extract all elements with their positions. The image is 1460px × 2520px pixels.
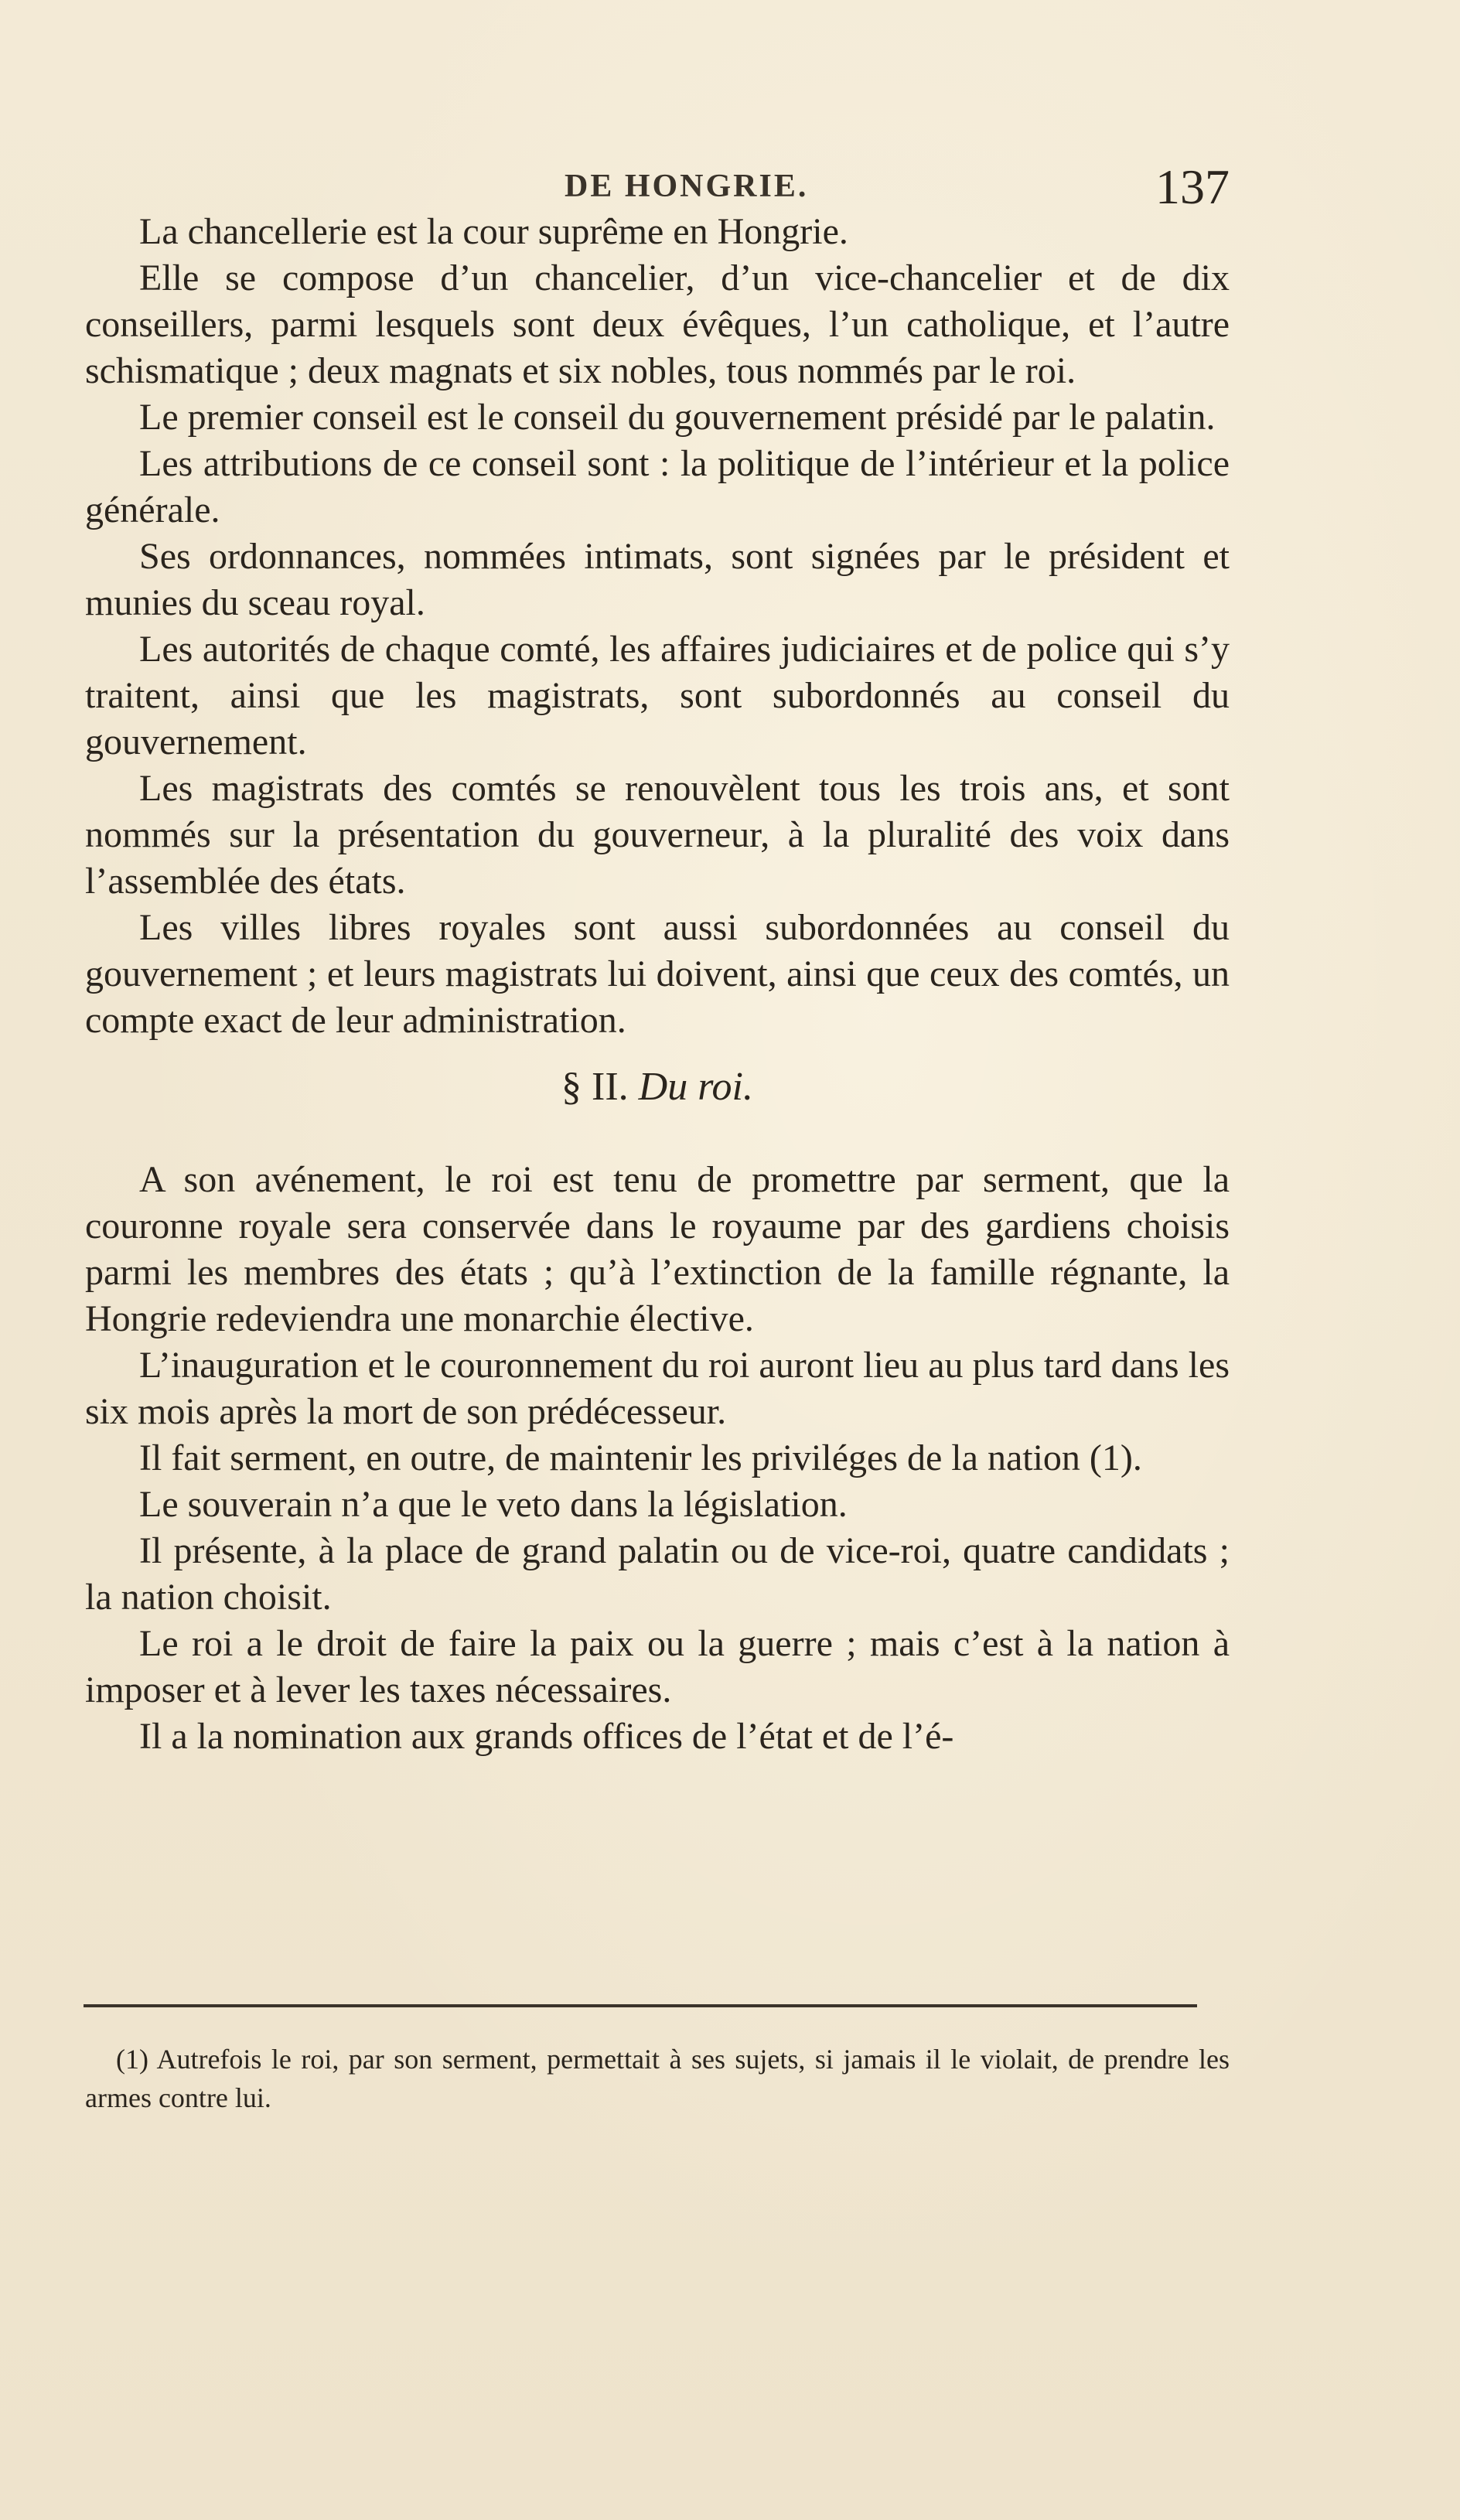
footnote-text: (1) Autrefois le roi, par son serment, permettait à ses sujets, si jamais il le violait, de prendre les armes contre lui. xyxy=(85,2044,1230,2113)
running-head: DE HONGRIE. xyxy=(565,169,809,204)
page-number: 137 xyxy=(1155,159,1230,214)
paragraph: Les villes libres royales sont aussi subordonnées au conseil du gouvernement ; et leurs magistrats lui doivent, ainsi que ceux des comtés, un compte exact de leur administration. xyxy=(85,907,1230,1041)
paragraph: Les attributions de ce conseil sont : la politique de l’intérieur et la police générale. xyxy=(85,443,1230,530)
footnote-rule xyxy=(84,2004,1197,2007)
paragraph: Elle se compose d’un chancelier, d’un vice-chancelier et de dix conseillers, parmi lesquels sont deux évêques, l’un catholique, et l’autre schismatique ; deux magnats et six nobles, tous nommés par le roi. xyxy=(85,257,1230,391)
paragraph: Les autorités de chaque comté, les affaires judiciaires et de police qui s’y traitent, ainsi que les magistrats, sont subordonnés au conseil du gouvernement. xyxy=(85,629,1230,762)
section-title: Du roi. xyxy=(638,1065,753,1109)
body-text xyxy=(85,209,1230,1760)
paragraph: Il a la nomination aux grands offices de l’état et de l’é- xyxy=(139,1716,954,1757)
paragraph: Ses ordonnances, nommées intimats, sont signées par le président et munies du sceau royal. xyxy=(85,536,1230,623)
paragraph: Le premier conseil est le conseil du gouvernement présidé par le palatin. xyxy=(139,397,1216,438)
paragraph: A son avénement, le roi est tenu de promettre par serment, que la couronne royale sera conservée dans le royaume par des gardiens choisis parmi les membres des états ; qu’à l’extinction de la famille régnante, la Hongrie redeviendra une monarchie élective. xyxy=(85,1159,1230,1339)
section-mark: § II. xyxy=(561,1065,629,1109)
paragraph: La chancellerie est la cour suprême en Hongrie. xyxy=(139,211,848,252)
paragraph: Il fait serment, en outre, de maintenir les priviléges de la nation (1). xyxy=(139,1437,1142,1478)
paragraph: Le roi a le droit de faire la paix ou la guerre ; mais c’est à la nation à imposer et à lever les taxes nécessaires. xyxy=(85,1623,1230,1710)
footnote xyxy=(85,2040,1230,2117)
paragraph: Les magistrats des comtés se renouvèlent tous les trois ans, et sont nommés sur la présentation du gouverneur, à la pluralité des voix dans l’assemblée des états. xyxy=(85,768,1230,902)
paragraph: L’inauguration et le couronnement du roi auront lieu au plus tard dans les six mois après la mort de son prédécesseur. xyxy=(85,1345,1230,1432)
section-heading xyxy=(85,1062,1230,1112)
paragraph: Il présente, à la place de grand palatin ou de vice-roi, quatre candidats ; la nation choisit. xyxy=(85,1530,1230,1618)
paragraph: Le souverain n’a que le veto dans la législation. xyxy=(139,1484,848,1525)
